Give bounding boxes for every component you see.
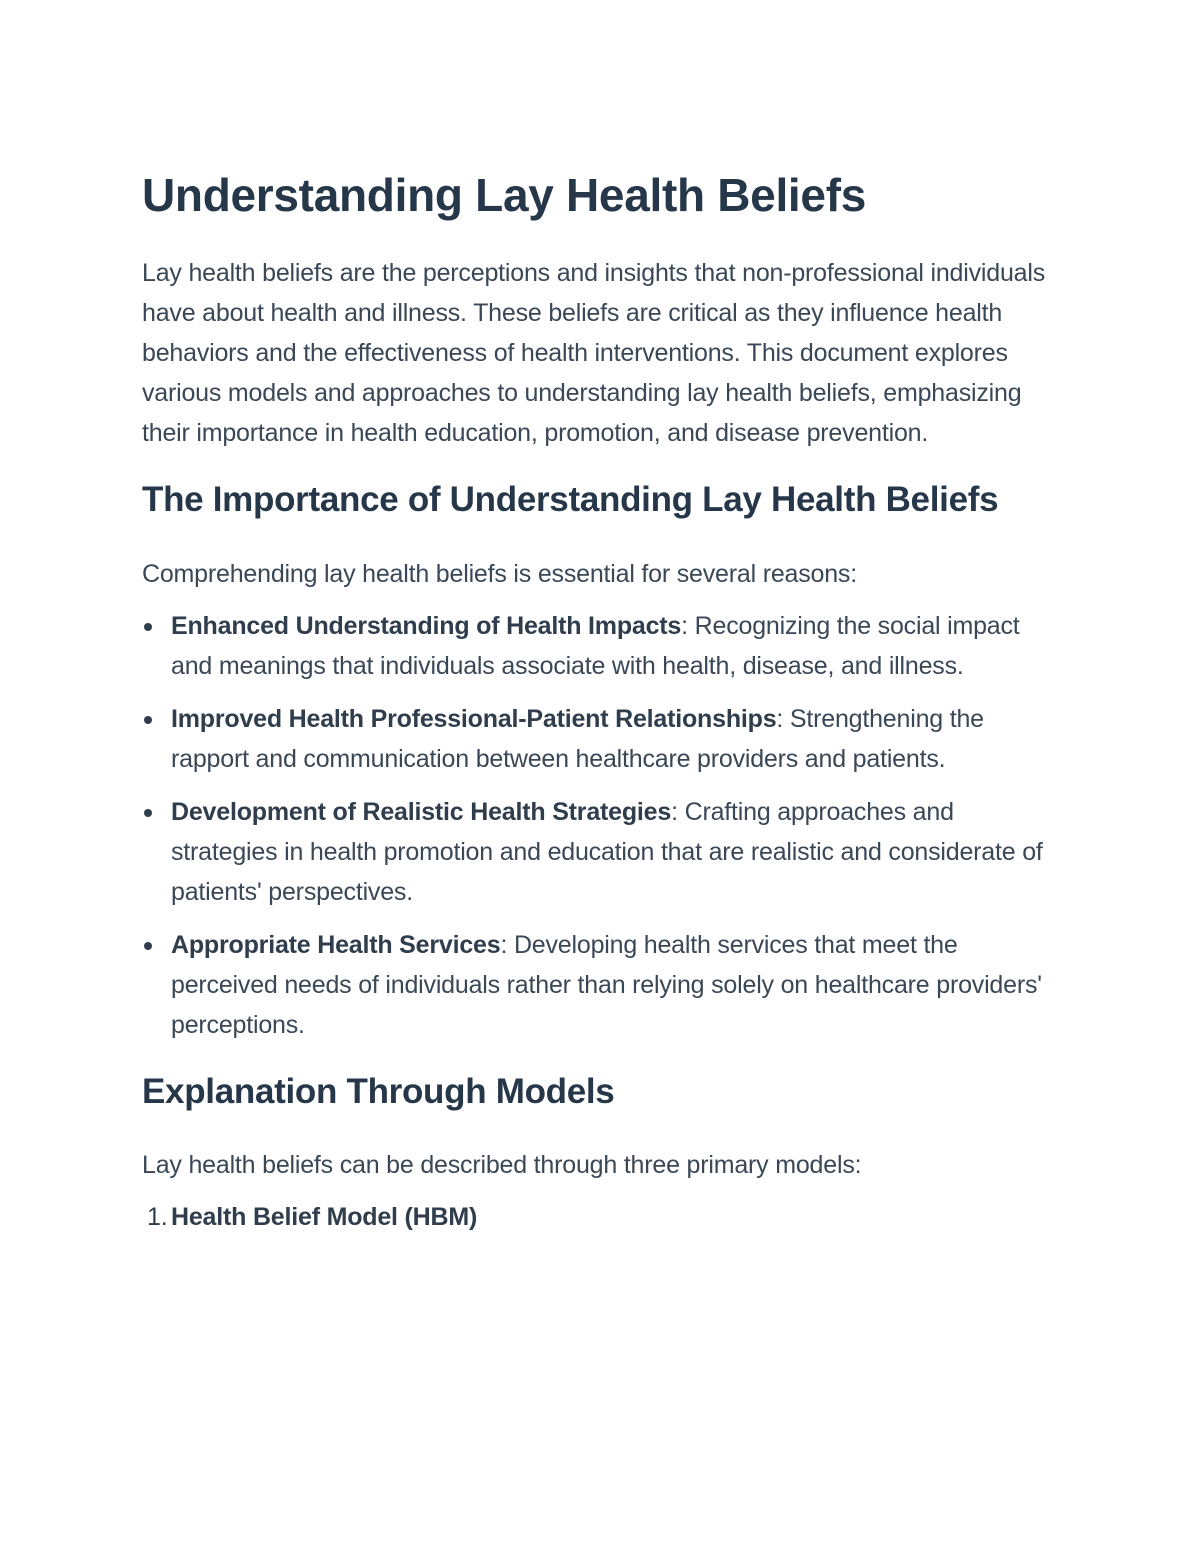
list-item bbox=[142, 606, 1062, 686]
section-heading-importance: The Importance of Understanding Lay Health Beliefs bbox=[142, 480, 999, 519]
list-item-term: Appropriate Health Services bbox=[171, 931, 501, 959]
document-title: Understanding Lay Health Beliefs bbox=[142, 169, 866, 221]
bullet-icon bbox=[144, 623, 152, 631]
section-lead-models: Lay health beliefs can be described through three primary models: bbox=[142, 1151, 862, 1179]
list-item-text: : Recognizing the social impact and meanings that individuals associate with health, disease, and illness. bbox=[171, 612, 1020, 680]
list-item-term: Development of Realistic Health Strategies bbox=[171, 798, 672, 826]
list-item-text: : Developing health services that meet the perceived needs of individuals rather than relying solely on healthcare providers' perceptions. bbox=[171, 931, 1042, 1039]
list-item bbox=[142, 792, 1062, 912]
models-list bbox=[142, 1197, 1062, 1237]
section-heading-models: Explanation Through Models bbox=[142, 1072, 615, 1111]
intro-paragraph: Lay health beliefs are the perceptions and insights that non-professional individuals have about health and illness. These beliefs are critical as they influence health behaviors and the effectiveness of health interventions. This document explores various models and approaches to understanding lay health beliefs, emphasizing their importance in health education, promotion, and disease prevention. bbox=[142, 259, 1046, 447]
document-page bbox=[142, 165, 1062, 1237]
list-item bbox=[142, 925, 1062, 1045]
list-item bbox=[142, 1197, 1062, 1237]
bullet-icon bbox=[144, 809, 152, 817]
bullet-icon bbox=[144, 716, 152, 724]
reasons-list bbox=[142, 606, 1062, 1045]
list-item bbox=[142, 699, 1062, 779]
list-item-term: Improved Health Professional-Patient Relationships bbox=[171, 705, 777, 733]
section-lead-importance: Comprehending lay health beliefs is essential for several reasons: bbox=[142, 560, 857, 588]
list-item-number: 1. bbox=[147, 1203, 168, 1231]
bullet-icon bbox=[144, 942, 152, 950]
list-item-text: : Crafting approaches and strategies in health promotion and education that are realistic and considerate of patients' perspectives. bbox=[171, 798, 1043, 906]
list-item-text: : Strengthening the rapport and communication between healthcare providers and patients. bbox=[171, 705, 984, 773]
list-item-label: Health Belief Model (HBM) bbox=[171, 1203, 478, 1231]
list-item-term: Enhanced Understanding of Health Impacts bbox=[171, 612, 682, 640]
